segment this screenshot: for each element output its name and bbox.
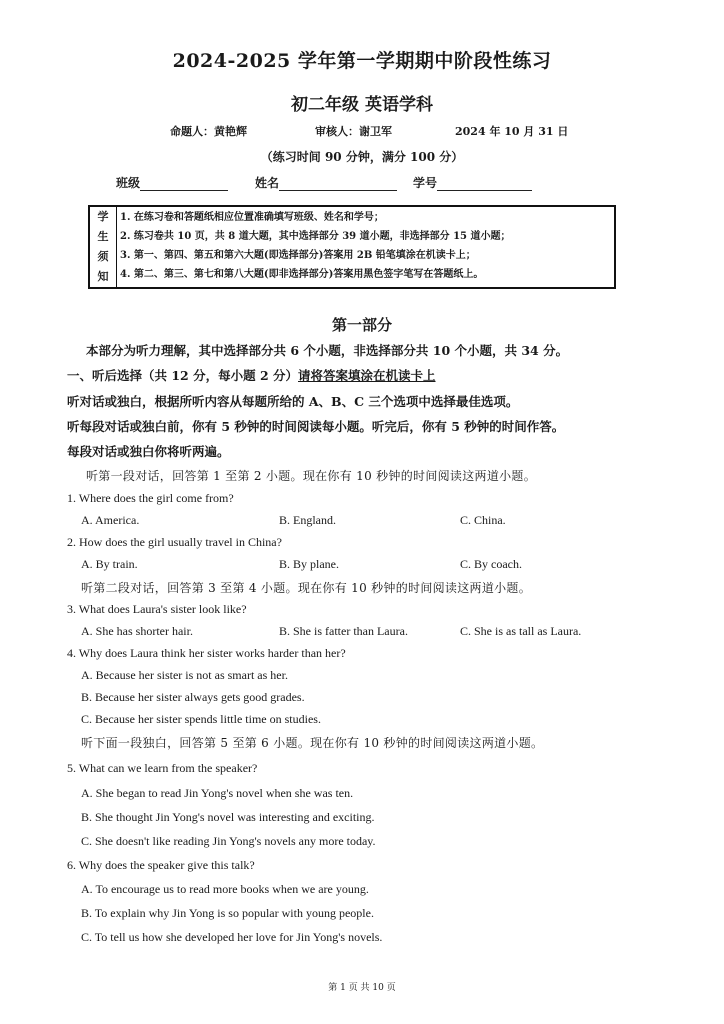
- name-label: 姓名: [255, 176, 280, 190]
- page-footer: 第 1 页 共 10 页: [328, 983, 396, 993]
- notice-side-label: [90, 207, 117, 287]
- notice-item: 1. 在练习卷和答题纸相应位置准确填写班级、姓名和学号；: [120, 212, 384, 223]
- question-text: 1. Where does the girl come from?: [67, 491, 234, 505]
- option-c: C. She is as tall as Laura.: [460, 624, 582, 638]
- option-b: B. By plane.: [279, 557, 339, 571]
- listening-instruction: 听第二段对话，回答第 3 至第 4 小题。现在你有 10 秒钟的时间阅读这两道小题。: [81, 581, 532, 595]
- class-blank[interactable]: [140, 178, 228, 191]
- listening-instruction: 听下面一段独白，回答第 5 至第 6 小题。现在你有 10 秒钟的时间阅读这两道小题。: [81, 736, 544, 750]
- option-b: B. She is fatter than Laura.: [279, 624, 408, 638]
- question-text: 5. What can we learn from the speaker?: [67, 761, 258, 775]
- exam-title: 2024-2025 学年第一学期期中阶段性练习: [172, 50, 552, 72]
- notice-side-char: 知: [97, 270, 109, 283]
- option-c: C. China.: [460, 513, 506, 527]
- listening-instruction: 听第一段对话，回答第 1 至第 2 小题。现在你有 10 秒钟的时间阅读这两道小题。: [86, 469, 537, 483]
- question-text: 6. Why does the speaker give this talk?: [67, 858, 255, 872]
- setter-text: 命题人：黄艳辉: [170, 125, 247, 138]
- notice-item: 4. 第二、第三、第七和第八大题(即非选择部分)答案用黑色签字笔写在答题纸上。: [120, 269, 484, 280]
- directions-line: 听对话或独白，根据所听内容从每题所给的 A、B、C 三个选项中选择最佳选项。: [67, 394, 519, 409]
- part-intro: 本部分为听力理解，其中选择部分共 6 个小题，非选择部分共 10 个小题，共 34 分。: [86, 343, 569, 358]
- option-b: B. Because her sister always gets good grades.: [81, 690, 305, 704]
- option-c: C. Because her sister spends little time on studies.: [81, 712, 321, 726]
- option-a: A. She has shorter hair.: [81, 624, 193, 638]
- name-blank[interactable]: [279, 178, 397, 191]
- option-a: A. By train.: [81, 557, 138, 571]
- section-heading: [67, 366, 436, 384]
- option-b: B. England.: [279, 513, 336, 527]
- directions-line: 听每段对话或独白前，你有 5 秒钟的时间阅读每小题。听完后，你有 5 秒钟的时间作答。: [67, 419, 565, 434]
- part-title: 第一部分: [331, 316, 392, 334]
- name-field: [255, 174, 397, 191]
- option-b: B. She thought Jin Yong's novel was interesting and exciting.: [81, 810, 375, 824]
- exam-subtitle: 初二年级 英语学科: [291, 95, 433, 115]
- option-a: A. Because her sister is not as smart as her.: [81, 668, 288, 682]
- option-c: C. By coach.: [460, 557, 522, 571]
- notice-item: 3. 第一、第四、第五和第六大题(即选择部分)答案用 2B 铅笔填涂在机读卡上；: [120, 250, 476, 261]
- directions-line: 每段对话或独白你将听两遍。: [67, 444, 230, 459]
- option-a: A. She began to read Jin Yong's novel when she was ten.: [81, 786, 354, 800]
- section-title: 一、听后选择（共 12 分，每小题 2 分）: [67, 368, 299, 383]
- option-b: B. To explain why Jin Yong is so popular with young people.: [81, 906, 374, 920]
- notice-side-char: 学: [97, 210, 109, 223]
- option-a: A. To encourage us to read more books when we are young.: [81, 882, 369, 896]
- notice-items: [120, 208, 612, 284]
- id-field: [413, 174, 532, 191]
- date-text: 2024 年 10 月 31 日: [455, 125, 569, 138]
- notice-side-char: 须: [97, 250, 109, 263]
- id-blank[interactable]: [437, 178, 532, 191]
- section-note: 请将答案填涂在机读卡上: [298, 368, 436, 383]
- time-note: （练习时间 90 分钟，满分 100 分）: [260, 150, 464, 164]
- question-text: 3. What does Laura's sister look like?: [67, 602, 247, 616]
- option-c: C. To tell us how she developed her love for Jin Yong's novels.: [81, 930, 383, 944]
- student-notice-box: [88, 205, 616, 289]
- question-text: 4. Why does Laura think her sister works harder than her?: [67, 646, 346, 660]
- option-a: A. America.: [81, 513, 140, 527]
- id-label: 学号: [413, 176, 438, 190]
- class-label: 班级: [116, 176, 141, 190]
- option-c: C. She doesn't like reading Jin Yong's novels any more today.: [81, 834, 376, 848]
- notice-side-char: 生: [97, 230, 109, 243]
- question-text: 2. How does the girl usually travel in China?: [67, 535, 282, 549]
- notice-item: 2. 练习卷共 10 页，共 8 道大题，其中选择部分 39 道小题，非选择部分 15 道小题；: [120, 231, 511, 242]
- reviewer-text: 审核人：谢卫军: [315, 125, 392, 138]
- class-field: [116, 174, 228, 191]
